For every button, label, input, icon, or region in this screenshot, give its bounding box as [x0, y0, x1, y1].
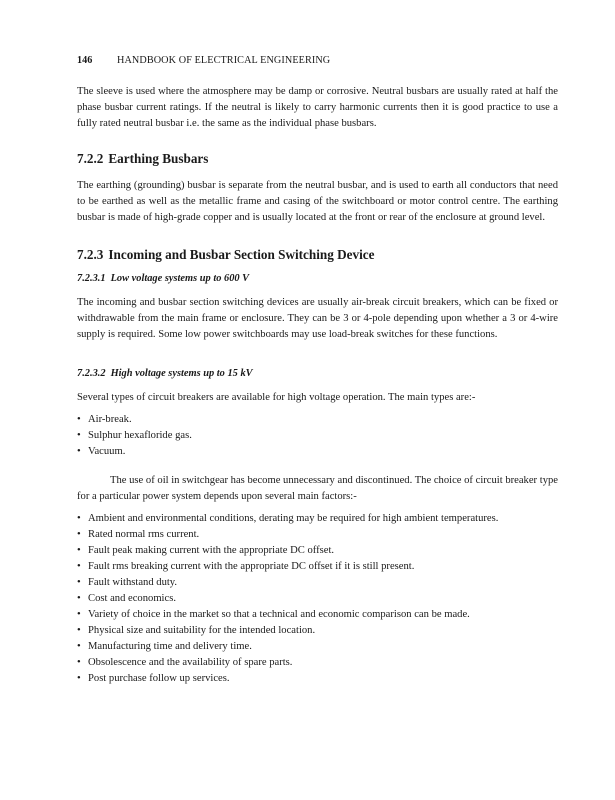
- oil-paragraph: The use of oil in switchgear has become unnecessary and discontinued. The choice of circuit breaker type for a particular power system depends upon several main factors:-: [77, 475, 558, 502]
- earthing-paragraph: The earthing (grounding) busbar is separate from the neutral busbar, and is used to earth all conductors that need to be earthed as well as the metallic frame and casing of the switchboard or motor control centre. The earthing busbar is made of high-grade copper and is usually located at the front or rear of the enclosure at ground level.: [77, 180, 558, 223]
- section-heading-7-2-2: [77, 150, 558, 167]
- intro-paragraph: The sleeve is used where the atmosphere may be damp or corrosive. Neutral busbars are usually rated at half the phase busbar current ratings. If the neutral is likely to carry harmonic currents then it is good practice to use a fully rated neutral busbar i.e. the same as the individual phase busbars.: [77, 86, 558, 129]
- bullet-icon: •: [77, 446, 81, 457]
- subsection-heading-7-2-3-1: [77, 272, 558, 286]
- bullet-icon: •: [77, 657, 81, 668]
- book-title: HANDBOOK OF ELECTRICAL ENGINEERING: [117, 55, 331, 66]
- list-item: • Post purchase follow up services.: [77, 671, 558, 687]
- list-item: • Variety of choice in the market so that a technical and economic comparison can be made.: [77, 607, 558, 623]
- bullet-icon: •: [77, 577, 81, 588]
- bullet-icon: •: [77, 513, 81, 524]
- high-voltage-paragraph: Several types of circuit breakers are available for high voltage operation. The main types are:-: [77, 392, 476, 403]
- bullet-icon: •: [77, 641, 81, 652]
- section-heading-7-2-3: [77, 246, 558, 263]
- subsection-number: 7.2.3.2: [77, 368, 106, 379]
- bullet-icon: •: [77, 430, 81, 441]
- page-number: 146: [77, 55, 93, 66]
- list-item: • Cost and economics.: [77, 591, 558, 607]
- subsection-number: 7.2.3.1: [77, 273, 106, 284]
- bullet-icon: •: [77, 414, 81, 425]
- running-header: [77, 54, 558, 67]
- document-page: [77, 54, 558, 687]
- section-number: 7.2.3: [77, 247, 104, 262]
- list-item: • Fault withstand duty.: [77, 575, 558, 591]
- section-title: Incoming and Busbar Section Switching Device: [108, 247, 375, 262]
- factors-list: [77, 511, 558, 687]
- list-item: • Obsolescence and the availability of spare parts.: [77, 655, 558, 671]
- bullet-icon: •: [77, 625, 81, 636]
- bullet-icon: •: [77, 609, 81, 620]
- bullet-icon: •: [77, 529, 81, 540]
- bullet-icon: •: [77, 545, 81, 556]
- list-item: • Fault peak making current with the appropriate DC offset.: [77, 543, 558, 559]
- list-item: • Sulphur hexafloride gas.: [77, 428, 558, 444]
- list-item: • Physical size and suitability for the intended location.: [77, 623, 558, 639]
- bullet-icon: •: [77, 561, 81, 572]
- list-item: • Fault rms breaking current with the appropriate DC offset if it is still present.: [77, 559, 558, 575]
- subsection-heading-7-2-3-2: [77, 367, 558, 381]
- subsection-title: Low voltage systems up to 600 V: [110, 273, 250, 284]
- section-title: Earthing Busbars: [108, 151, 209, 166]
- section-number: 7.2.2: [77, 151, 104, 166]
- low-voltage-paragraph: The incoming and busbar section switching devices are usually air-break circuit breakers, which can be fixed or withdrawable from the main frame or enclosure. They can be 3 or 4-pole depending upon whether a 3 or 4-wire supply is required. Some low power switchboards may use load-break switches for these functions.: [77, 297, 558, 340]
- list-item: • Vacuum.: [77, 444, 558, 460]
- list-item: • Manufacturing time and delivery time.: [77, 639, 558, 655]
- subsection-title: High voltage systems up to 15 kV: [110, 368, 253, 379]
- breaker-types-list: [77, 412, 558, 460]
- list-item: • Ambient and environmental conditions, derating may be required for high ambient temperatures.: [77, 511, 558, 527]
- list-item: • Rated normal rms current.: [77, 527, 558, 543]
- list-item: • Air-break.: [77, 412, 558, 428]
- bullet-icon: •: [77, 593, 81, 604]
- bullet-icon: •: [77, 673, 81, 684]
